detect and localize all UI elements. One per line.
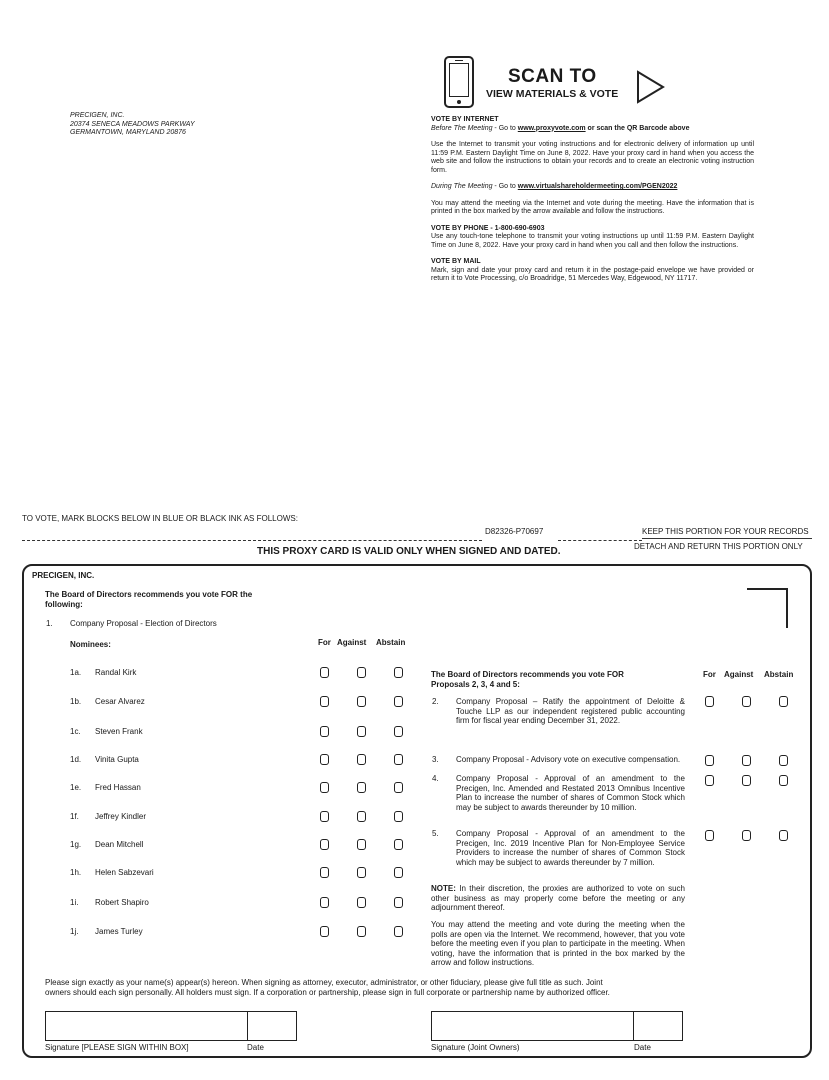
proposal-number: 4. xyxy=(432,774,439,783)
nominee-abstain-checkbox[interactable] xyxy=(394,667,403,678)
joint-date-label: Date xyxy=(634,1043,651,1052)
nominee-abstain-checkbox[interactable] xyxy=(394,782,403,793)
vote-phone-para: Use any touch-tone telephone to transmit your voting instructions up until 11:59 P.M. Eastern Daylight Time on June 8, 2022. Have your proxy card in hand when you call and then follow the instructions. xyxy=(431,233,754,249)
proposal-abstain-checkbox[interactable] xyxy=(779,755,788,766)
nominee-name: Vinita Gupta xyxy=(95,755,139,764)
nominee-against-checkbox[interactable] xyxy=(357,782,366,793)
nominee-against-checkbox[interactable] xyxy=(357,667,366,678)
board-recommendation-2: The Board of Directors recommends you vote FOR Proposals 2, 3, 4 and 5: xyxy=(431,670,624,689)
joint-date-box[interactable] xyxy=(633,1011,683,1041)
nominee-number: 1h. xyxy=(70,868,82,877)
proposal-for-checkbox[interactable] xyxy=(705,775,714,786)
nominee-for-checkbox[interactable] xyxy=(320,897,329,908)
vote-mail-para: Mark, sign and date your proxy card and return it in the postage-paid envelope we have provided or return it to Vote Processing, c/o Broadridge, 51 Mercedes Way, Edgewood, NY 11717. xyxy=(431,266,754,282)
vote-internet-heading: VOTE BY INTERNET xyxy=(431,116,499,123)
nominee-for-checkbox[interactable] xyxy=(320,667,329,678)
date-box[interactable] xyxy=(247,1011,297,1041)
nominee-against-checkbox[interactable] xyxy=(357,867,366,878)
nominee-name: Randal Kirk xyxy=(95,668,137,677)
voting-instructions xyxy=(431,116,754,284)
nominee-against-checkbox[interactable] xyxy=(357,811,366,822)
nominee-number: 1d. xyxy=(70,755,82,764)
nominee-number: 1f. xyxy=(70,812,79,821)
board-recommendation-1: The Board of Directors recommends you vote FOR the following: xyxy=(45,590,253,609)
left-header-abstain: Abstain xyxy=(376,638,406,647)
proposal-against-checkbox[interactable] xyxy=(742,696,751,707)
vote-internet-para2: You may attend the meeting via the Internet and vote during the meeting. Have the information that is printed in the box marked by the arrow available and follow the instructions. xyxy=(431,199,754,215)
attend-text: You may attend the meeting and vote during the meeting when the polls are open via the Internet. We recommend, however, that you vote before the meeting even if you plan to participate in the meeting. When voting, have the information that is printed in the box marked by the arrow and follow instructions. xyxy=(431,920,685,967)
nominee-for-checkbox[interactable] xyxy=(320,754,329,765)
return-address xyxy=(70,112,270,138)
keep-portion: KEEP THIS PORTION FOR YOUR RECORDS xyxy=(642,527,812,539)
nominee-abstain-checkbox[interactable] xyxy=(394,867,403,878)
nominee-number: 1c. xyxy=(70,727,81,736)
vote-phone-heading: VOTE BY PHONE - 1-800-690-6903 xyxy=(431,224,545,232)
nominee-against-checkbox[interactable] xyxy=(357,696,366,707)
signature-box[interactable] xyxy=(45,1011,248,1041)
nominee-for-checkbox[interactable] xyxy=(320,839,329,850)
proposal-for-checkbox[interactable] xyxy=(705,755,714,766)
right-header-for: For xyxy=(703,670,716,679)
nominee-for-checkbox[interactable] xyxy=(320,867,329,878)
nominee-for-checkbox[interactable] xyxy=(320,782,329,793)
nominee-for-checkbox[interactable] xyxy=(320,811,329,822)
nominee-abstain-checkbox[interactable] xyxy=(394,839,403,850)
proposal-for-checkbox[interactable] xyxy=(705,830,714,841)
nominee-for-checkbox[interactable] xyxy=(320,726,329,737)
signature-label: Signature [PLEASE SIGN WITHIN BOX] xyxy=(45,1043,189,1052)
item1-number: 1. xyxy=(46,619,53,628)
note: NOTE: In their discretion, the proxies are authorized to vote on such other business as may properly come before the meeting or any adjournment thereof. xyxy=(431,884,685,912)
nominee-name: Dean Mitchell xyxy=(95,840,144,849)
nominee-name: Robert Shapiro xyxy=(95,898,149,907)
vote-internet-para1: Use the Internet to transmit your voting instructions and for electronic delivery of information up until 11:59 P.M. Eastern Daylight Time on June 8, 2022. Have your proxy card in hand when you access the web site and follow the instructions to obtain your records and to create an electronic voting instruction form. xyxy=(431,141,754,174)
play-arrow-icon xyxy=(636,70,666,104)
address-company: PRECIGEN, INC. xyxy=(70,112,125,119)
joint-signature-label: Signature (Joint Owners) xyxy=(431,1043,520,1052)
corner-mark xyxy=(747,588,788,628)
address-city: GERMANTOWN, MARYLAND 20876 xyxy=(70,129,186,136)
nominee-name: Steven Frank xyxy=(95,727,143,736)
valid-notice: THIS PROXY CARD IS VALID ONLY WHEN SIGNED AND DATED. xyxy=(257,546,561,557)
right-header-against: Against xyxy=(724,670,754,679)
proposal-against-checkbox[interactable] xyxy=(742,775,751,786)
item1-label: Company Proposal - Election of Directors xyxy=(70,619,217,628)
detach-line-middle xyxy=(558,540,642,541)
proposal-number: 3. xyxy=(432,755,439,764)
proposal-abstain-checkbox[interactable] xyxy=(779,830,788,841)
nominee-abstain-checkbox[interactable] xyxy=(394,811,403,822)
nominee-number: 1j. xyxy=(70,927,79,936)
mark-instructions: TO VOTE, MARK BLOCKS BELOW IN BLUE OR BLACK INK AS FOLLOWS: xyxy=(22,514,298,523)
left-header-against: Against xyxy=(337,638,367,647)
vote-internet-before: Before The Meeting - Go to www.proxyvote.com or scan the QR Barcode above xyxy=(431,124,690,132)
scan-title: SCAN TO xyxy=(508,66,597,87)
nominee-number: 1e. xyxy=(70,783,82,792)
left-header-for: For xyxy=(318,638,331,647)
card-company: PRECIGEN, INC. xyxy=(32,571,95,580)
proposal-against-checkbox[interactable] xyxy=(742,830,751,841)
nominees-label: Nominees: xyxy=(70,640,111,649)
nominee-abstain-checkbox[interactable] xyxy=(394,726,403,737)
nominee-abstain-checkbox[interactable] xyxy=(394,926,403,937)
nominee-name: Fred Hassan xyxy=(95,783,141,792)
nominee-name: Helen Sabzevari xyxy=(95,868,154,877)
address-street: 20374 SENECA MEADOWS PARKWAY xyxy=(70,120,195,128)
proposal-abstain-checkbox[interactable] xyxy=(779,696,788,707)
right-header-abstain: Abstain xyxy=(764,670,794,679)
date-label: Date xyxy=(247,1043,264,1052)
nominee-abstain-checkbox[interactable] xyxy=(394,696,403,707)
nominee-number: 1i. xyxy=(70,898,79,907)
vote-internet-during: During The Meeting - Go to www.virtualshareholdermeeting.com/PGEN2022 xyxy=(431,183,678,190)
nominee-number: 1b. xyxy=(70,697,82,706)
detach-line-left xyxy=(22,540,482,541)
proposal-text: Company Proposal - Approval of an amendment to the Precigen, Inc. Amended and Restated 2013 Omnibus Incentive Plan to increase the number of shares of Common Stock which may be subject to awards thereunder by 10 million. xyxy=(456,774,685,812)
virtual-meeting-link[interactable]: www.virtualshareholdermeeting.com/PGEN2022 xyxy=(517,183,678,190)
nominee-against-checkbox[interactable] xyxy=(357,754,366,765)
nominee-against-checkbox[interactable] xyxy=(357,897,366,908)
sign-instructions: Please sign exactly as your name(s) appear(s) hereon. When signing as attorney, executor, administrator, or other fiduciary, please give full title as such. Joint owners should each sign personally. All holders must sign. If a corporation or partnership, please sign in full corporate or partnership name by authorized officer. xyxy=(45,978,610,997)
proposal-number: 5. xyxy=(432,829,439,838)
nominee-for-checkbox[interactable] xyxy=(320,696,329,707)
joint-signature-box[interactable] xyxy=(431,1011,634,1041)
proposal-number: 2. xyxy=(432,697,439,706)
proposal-text: Company Proposal – Ratify the appointment of Deloitte & Touche LLP as our independent registered public accounting firm for fiscal year ending December 31, 2022. xyxy=(456,697,685,725)
phone-icon xyxy=(444,56,474,108)
proposal-text: Company Proposal - Approval of an amendment to the Precigen, Inc. 2019 Incentive Plan for Non-Employee Service Providers to increase the number of shares of Common Stock which may be subject to awards thereunder by 7 million. xyxy=(456,829,685,867)
nominee-against-checkbox[interactable] xyxy=(357,726,366,737)
proposal-against-checkbox[interactable] xyxy=(742,755,751,766)
detach-portion: DETACH AND RETURN THIS PORTION ONLY xyxy=(634,542,803,551)
control-code: D82326-P70697 xyxy=(485,527,544,536)
nominee-for-checkbox[interactable] xyxy=(320,926,329,937)
vote-mail-heading: VOTE BY MAIL xyxy=(431,258,481,265)
nominee-against-checkbox[interactable] xyxy=(357,839,366,850)
nominee-name: James Turley xyxy=(95,927,143,936)
nominee-name: Cesar Alvarez xyxy=(95,697,145,706)
nominee-number: 1g. xyxy=(70,840,82,849)
nominee-abstain-checkbox[interactable] xyxy=(394,754,403,765)
proposal-abstain-checkbox[interactable] xyxy=(779,775,788,786)
proxyvote-link[interactable]: www.proxyvote.com xyxy=(517,124,586,132)
nominee-against-checkbox[interactable] xyxy=(357,926,366,937)
proposal-text: Company Proposal - Advisory vote on executive compensation. xyxy=(456,755,681,764)
nominee-abstain-checkbox[interactable] xyxy=(394,897,403,908)
nominee-name: Jeffrey Kindler xyxy=(95,812,146,821)
proposal-for-checkbox[interactable] xyxy=(705,696,714,707)
scan-subtitle: VIEW MATERIALS & VOTE xyxy=(486,88,619,100)
nominee-number: 1a. xyxy=(70,668,82,677)
